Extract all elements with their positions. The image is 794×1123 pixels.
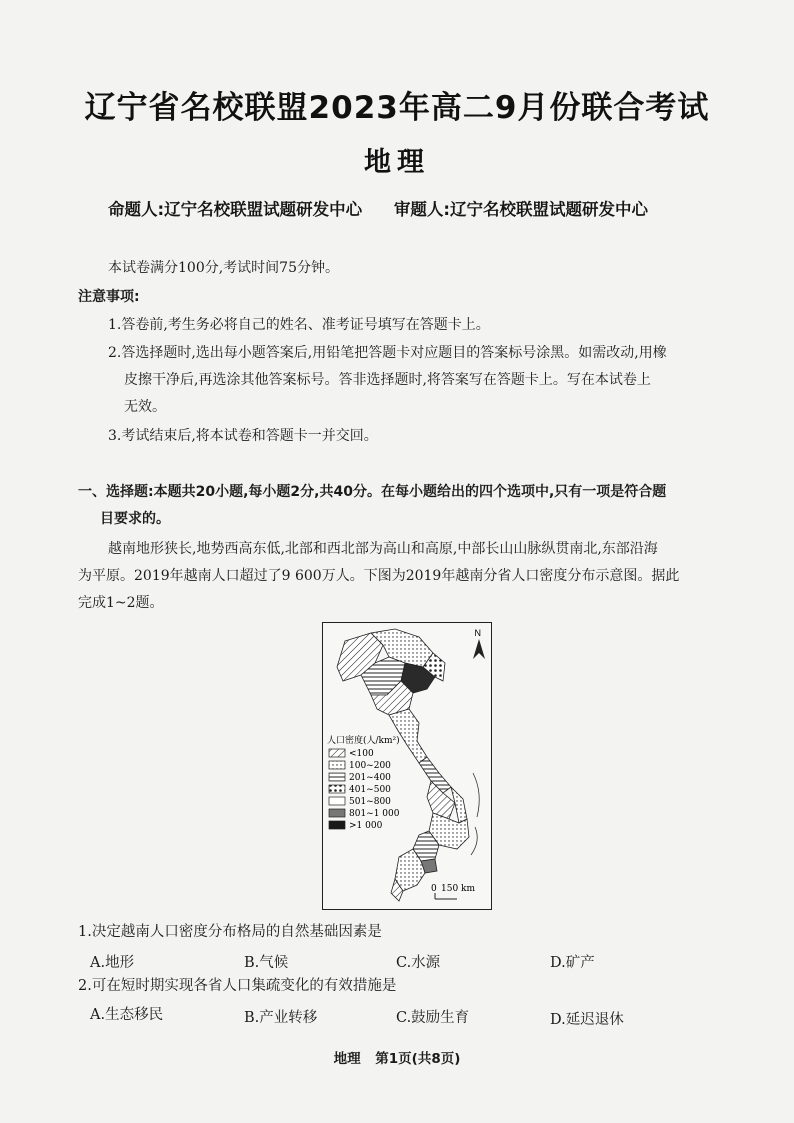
section-heading: 一、选择题:本题共20小题,每小题2分,共40分。在每小题给出的四个选项中,只有一项是符合题 <box>78 484 667 500</box>
legend-swatch <box>329 797 345 805</box>
north-label: N <box>474 628 481 638</box>
legend <box>329 749 400 831</box>
option-b[interactable]: B.气候 <box>244 955 289 971</box>
map-canvas <box>323 623 491 909</box>
question-stem: 1.决定越南人口密度分布格局的自然基础因素是 <box>78 924 382 940</box>
intro-text: 完成1~2题。 <box>78 595 164 611</box>
note-item: 2.答选择题时,选出每小题答案后,用铅笔把答题卡对应题目的答案标号涂黑。如需改动,用橡 <box>108 345 667 361</box>
legend-label: 801~1 000 <box>349 809 400 819</box>
note-item: 1.答卷前,考生务必将自己的姓名、准考证号填写在答题卡上。 <box>108 317 490 333</box>
exam-info: 本试卷满分100分,考试时间75分钟。 <box>108 260 339 276</box>
subject-title: 地理 <box>364 147 430 178</box>
note-item: 3.考试结束后,将本试卷和答题卡一并交回。 <box>108 428 378 444</box>
note-item: 皮擦干净后,再选涂其他答案标号。答非选择题时,将答案写在答题卡上。写在本试卷上 <box>124 372 651 388</box>
legend-swatch <box>329 773 345 781</box>
legend-label: 201~400 <box>349 773 391 783</box>
intro-text: 为平原。2019年越南人口超过了9 600万人。下图为2019年越南分省人口密度分布示意图。据此 <box>78 568 680 584</box>
legend-label: >1 000 <box>349 821 383 831</box>
notes-heading: 注意事项: <box>78 289 140 305</box>
north-arrow-icon <box>473 639 485 659</box>
legend-swatch <box>329 785 345 793</box>
option-c[interactable]: C.水源 <box>396 955 441 971</box>
note-item: 无效。 <box>124 399 166 415</box>
coastline-arc <box>471 827 477 855</box>
legend-swatch <box>329 821 345 829</box>
legend-swatch <box>329 749 345 757</box>
author-line <box>108 196 748 220</box>
section-heading-cont: 目要求的。 <box>100 511 170 527</box>
scale-label: 150 km <box>441 884 476 894</box>
option-b[interactable]: B.产业转移 <box>244 1010 318 1026</box>
author-text: 命题人:辽宁名校联盟试题研发中心 <box>108 200 363 219</box>
legend-swatch <box>329 809 345 817</box>
legend-swatch <box>329 761 345 769</box>
option-a[interactable]: A.生态移民 <box>90 1007 164 1023</box>
option-d[interactable]: D.矿产 <box>550 955 595 971</box>
question-stem: 2.可在短时期实现各省人口集疏变化的有效措施是 <box>78 978 397 994</box>
legend-label: <100 <box>349 749 374 759</box>
intro-text: 越南地形狭长,地势西高东低,北部和西北部为高山和高原,中部长山山脉纵贯南北,东部沿海 <box>108 541 658 557</box>
reviewer-text: 审题人:辽宁名校联盟试题研发中心 <box>393 200 648 219</box>
coastline-arc <box>473 773 479 817</box>
scale-zero: 0 <box>431 884 437 894</box>
legend-label: 501~800 <box>349 797 391 807</box>
legend-label: 100~200 <box>349 761 391 771</box>
option-a[interactable]: A.地形 <box>90 955 135 971</box>
legend-title: 人口密度(人/km²) <box>327 736 400 746</box>
legend-label: 401~500 <box>349 785 391 795</box>
exam-title: 辽宁省名校联盟2023年高二9月份联合考试 <box>84 90 710 126</box>
option-d[interactable]: D.延迟退休 <box>550 1012 624 1028</box>
page-number: 第1页(共8页) <box>375 1051 461 1067</box>
page-footer <box>0 1047 794 1067</box>
option-c[interactable]: C.鼓励生育 <box>396 1010 470 1026</box>
footer-subject: 地理 <box>333 1051 361 1067</box>
vietnam-population-map <box>322 622 492 910</box>
